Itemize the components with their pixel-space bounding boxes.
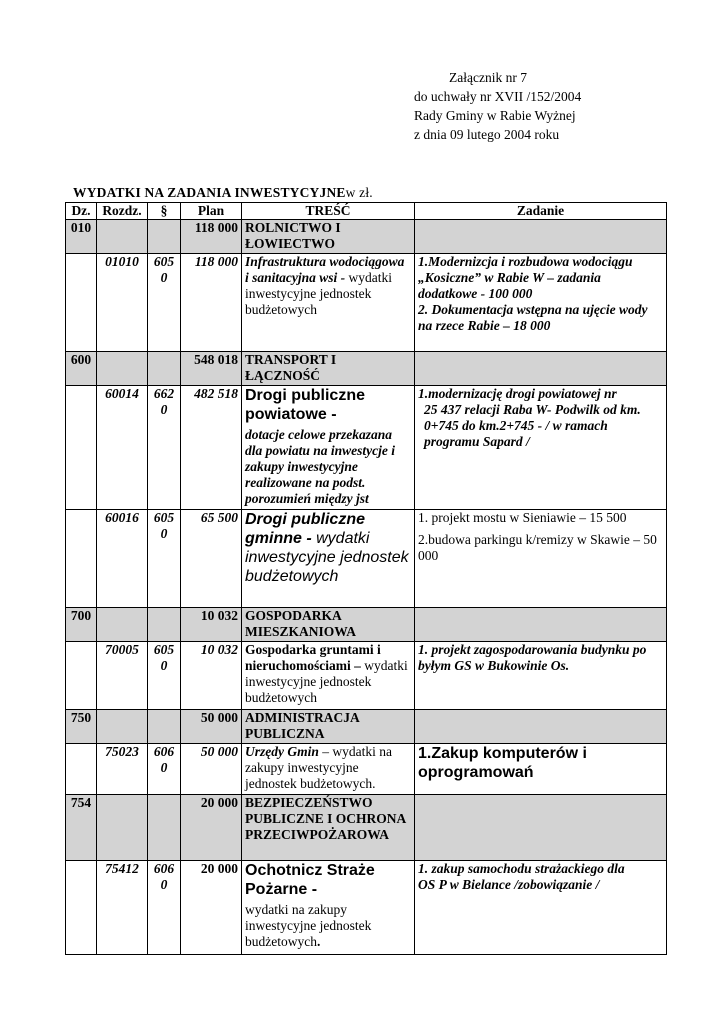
tresc-normal: wydatki inwestycyjne jednostek budżetowych [245, 270, 393, 317]
table-row [66, 510, 667, 608]
col-header-paragraph: § [148, 203, 181, 220]
section-dz: 750 [66, 710, 97, 744]
attachment-number: Załącznik nr 7 [449, 70, 527, 85]
tresc-dot: . [316, 934, 321, 949]
section-title: BEZPIECZEŃSTWO PUBLICZNE I OCHRONA PRZECIWPOŻAROWA [242, 795, 415, 861]
rozdz-cell: 60016 [97, 510, 148, 608]
plan-cell: 482 518 [181, 386, 242, 510]
table-row [66, 386, 667, 510]
zadanie-cell [415, 861, 667, 955]
table-header-row [66, 203, 667, 220]
attachment-header [414, 68, 581, 144]
tresc-title: Drogi publiczne gminne - [245, 511, 365, 547]
zadanie-cell [415, 642, 667, 710]
tresc-title: Drogi publiczne powiatowe - [245, 387, 365, 423]
col-header-plan: Plan [181, 203, 242, 220]
paragraph-cell: 6050 [148, 510, 181, 608]
zadanie-cell [415, 510, 667, 608]
rozdz-cell: 01010 [97, 254, 148, 352]
section-row [66, 795, 667, 861]
section-plan: 50 000 [181, 710, 242, 744]
tresc-desc-wrap [245, 902, 411, 950]
plan-cell: 20 000 [181, 861, 242, 955]
tresc-bold: Urzędy Gmin [245, 744, 319, 759]
section-title: GOSPODARKA MIESZKANIOWA [242, 608, 415, 642]
document-title [73, 185, 373, 201]
paragraph-cell: 6620 [148, 386, 181, 510]
tresc-cell [242, 386, 415, 510]
expenditure-table [65, 202, 667, 955]
table-row [66, 744, 667, 795]
tresc-title: Ochotnicz Straże Pożarne - [245, 862, 375, 898]
tresc-cell [242, 642, 415, 710]
title-unit: w zł. [345, 185, 373, 200]
col-header-rozdz: Rozdz. [97, 203, 148, 220]
zadanie-item: 25 437 relacji Raba W- Podwilk od km. 0+745 do km.2+745 - / w ramach programu Sapard / [424, 402, 641, 449]
section-dz: 010 [66, 220, 97, 254]
zadanie-item: OS P w Bielance /zobowiązanie / [418, 877, 600, 892]
section-dz: 754 [66, 795, 97, 861]
section-title: ADMINISTRACJA PUBLICZNA [242, 710, 415, 744]
rozdz-cell: 60014 [97, 386, 148, 510]
council-name: Rady Gminy w Rabie Wyżnej [414, 108, 576, 123]
table-row [66, 254, 667, 352]
tresc-cell [242, 744, 415, 795]
rozdz-cell: 75412 [97, 861, 148, 955]
section-row [66, 220, 667, 254]
tresc-bold: Gospodarka gruntami i nieruchomościami – [245, 642, 381, 673]
plan-cell: 10 032 [181, 642, 242, 710]
rozdz-cell: 70005 [97, 642, 148, 710]
resolution-number: do uchwały nr XVII /152/2004 [414, 89, 582, 104]
table-row [66, 861, 667, 955]
zadanie-item: 1. projekt zagospodarowania budynku po [418, 642, 647, 657]
zadanie-cell [415, 386, 667, 510]
section-row [66, 710, 667, 744]
paragraph-cell: 6060 [148, 744, 181, 795]
col-header-dz: Dz. [66, 203, 97, 220]
tresc-cell [242, 861, 415, 955]
section-plan: 10 032 [181, 608, 242, 642]
tresc-cell [242, 510, 415, 608]
tresc-normal: – wydatki na zakupy inwestycyjne jednostek budżetowych. [245, 744, 392, 791]
zadanie-cell [415, 744, 667, 795]
section-row [66, 608, 667, 642]
section-row [66, 352, 667, 386]
paragraph-cell: 6050 [148, 642, 181, 710]
section-dz: 600 [66, 352, 97, 386]
rozdz-cell: 75023 [97, 744, 148, 795]
tresc-desc: dotacje celowe przekazana dla powiatu na inwestycje i zakupy inwestycyjne realizowane na podst. porozumień między jst [245, 427, 396, 506]
plan-cell: 65 500 [181, 510, 242, 608]
table-row [66, 642, 667, 710]
section-dz: 700 [66, 608, 97, 642]
section-plan: 118 000 [181, 220, 242, 254]
zadanie-item: 1. zakup samochodu strażackiego dla [418, 861, 625, 876]
tresc-normal: wydatki inwestycyjne jednostek budżetowych [245, 658, 408, 705]
col-header-zadanie: Zadanie [415, 203, 667, 220]
zadanie-item: byłym GS w Bukowinie Os. [418, 658, 570, 673]
paragraph-cell: 6060 [148, 861, 181, 955]
zadanie-item: 1. projekt mostu w Sieniawie – 15 500 [418, 510, 627, 525]
resolution-date: z dnia 09 lutego 2004 roku [414, 127, 560, 142]
section-plan: 548 018 [181, 352, 242, 386]
tresc-bold: Infrastruktura wodociągowa i sanitacyjna wsi - [245, 254, 405, 285]
tresc-cell [242, 254, 415, 352]
zadanie-item: 1.modernizację drogi powiatowej nr [418, 386, 617, 401]
tresc-desc: wydatki inwestycyjne jednostek budżetowych [245, 530, 409, 585]
zadanie-item: 1.Zakup komputerów i oprogramowań [418, 745, 587, 781]
paragraph-cell: 6050 [148, 254, 181, 352]
zadanie-item: 1.Modernizcja i rozbudowa wodociągu „Kosiczne” w Rabie W – zadania dodatkowe - 100 000 [418, 254, 633, 301]
section-plan: 20 000 [181, 795, 242, 861]
zadanie-item: 2. Dokumentacja wstępna na ujęcie wody na rzece Rabie – 18 000 [418, 302, 648, 333]
plan-cell: 50 000 [181, 744, 242, 795]
section-title: TRANSPORT I ŁĄCZNOŚĆ [242, 352, 415, 386]
title-text: WYDATKI NA ZADANIA INWESTYCYJNE [73, 185, 346, 200]
tresc-desc: wydatki na zakupy inwestycyjne jednostek budżetowych [245, 902, 372, 949]
section-title: ROLNICTWO I ŁOWIECTWO [242, 220, 415, 254]
plan-cell: 118 000 [181, 254, 242, 352]
col-header-tresc: TREŚĆ [242, 203, 415, 220]
zadanie-cell [415, 254, 667, 352]
zadanie-item: 2.budowa parkingu k/remizy w Skawie – 50 000 [418, 532, 657, 563]
